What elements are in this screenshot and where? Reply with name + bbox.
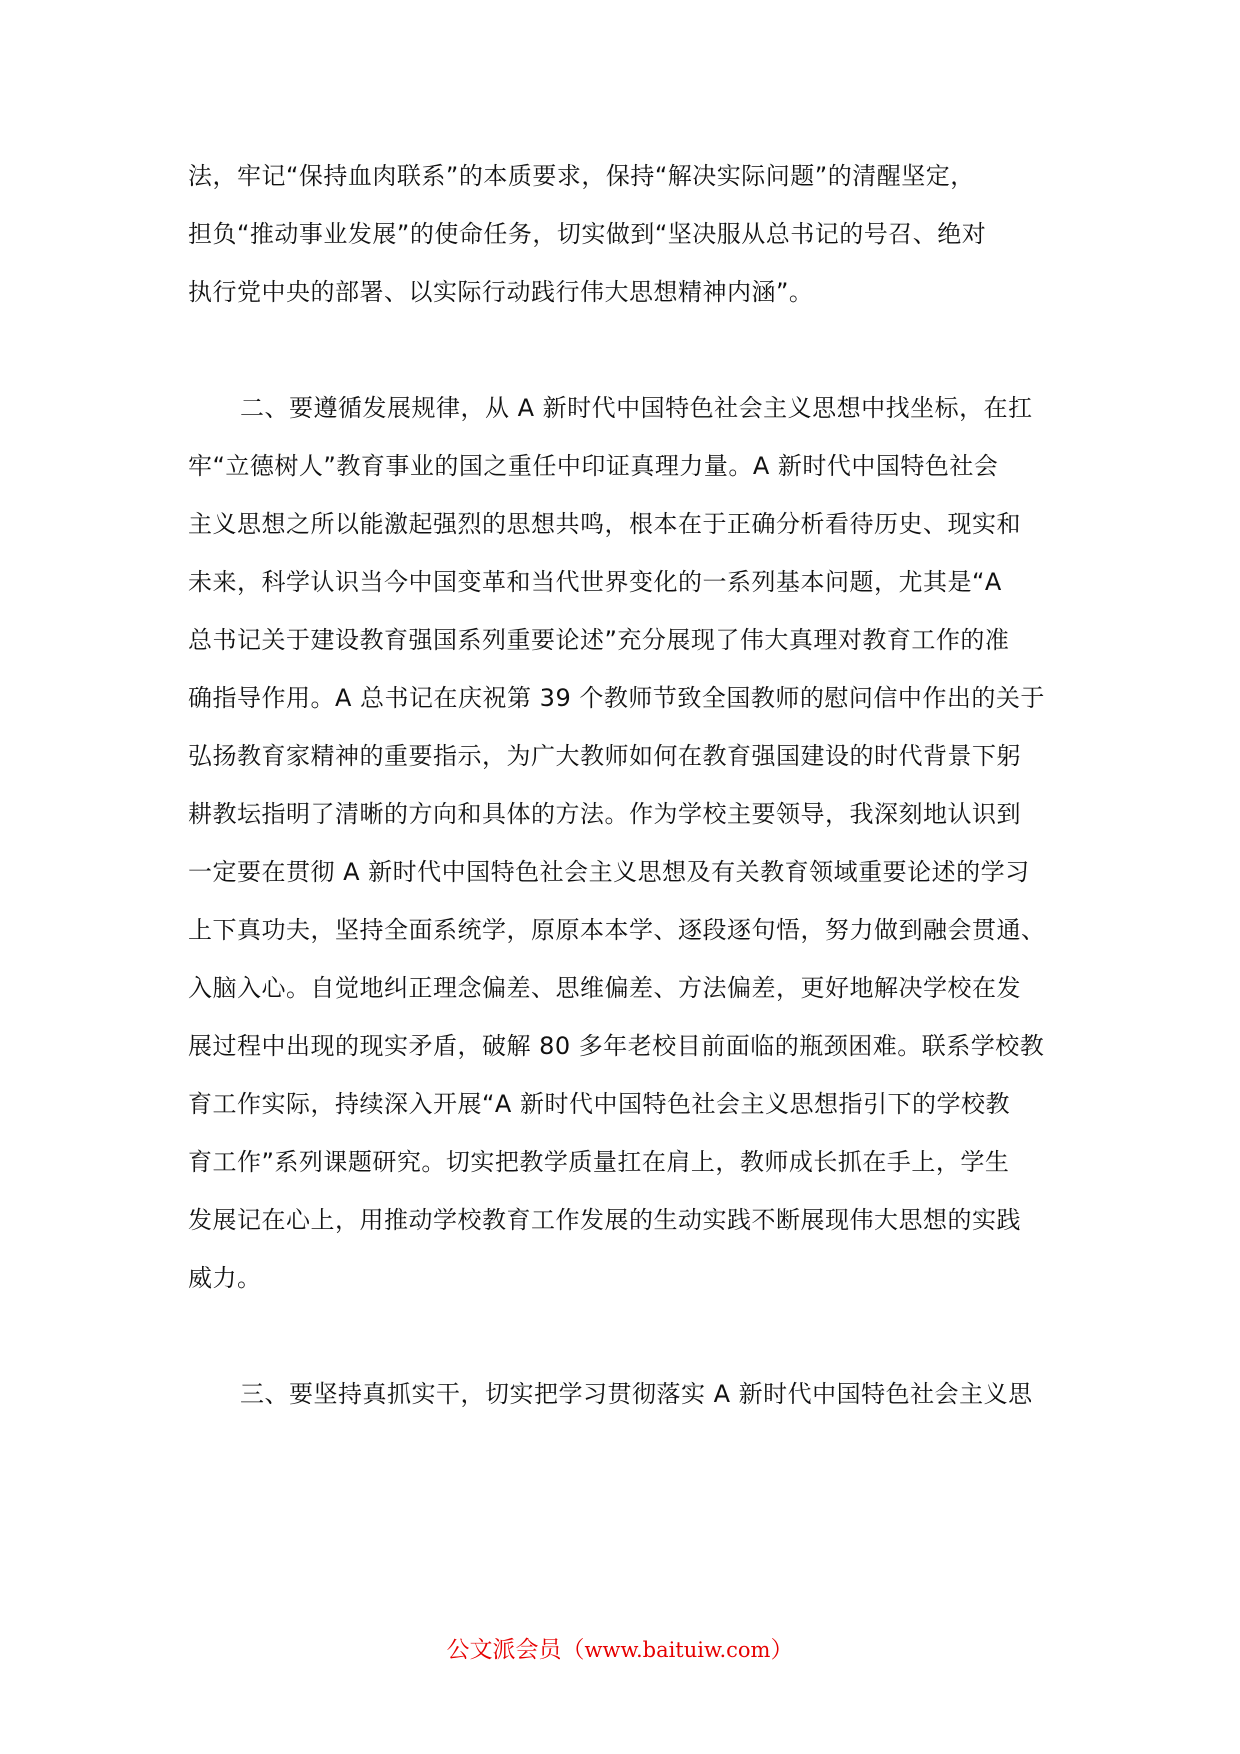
paragraph-2-line-16: 威力。 xyxy=(188,1264,262,1292)
paragraph-2-line-4: 未来，科学认识当今中国变革和当代世界变化的一系列基本问题，尤其是“A xyxy=(188,568,1002,596)
paragraph-1-line-1: 法，牢记“保持血肉联系”的本质要求，保持“解决实际问题”的清醒坚定， xyxy=(188,162,975,190)
paragraph-2-line-11: 入脑入心。自觉地纠正理念偏差、思维偏差、方法偏差，更好地解决学校在发 xyxy=(188,974,1021,1002)
paragraph-2-line-5: 总书记关于建设教育强国系列重要论述”充分展现了伟大真理对教育工作的准 xyxy=(188,626,1010,654)
paragraph-2-line-2: 牢“立德树人”教育事业的国之重任中印证真理力量。A 新时代中国特色社会 xyxy=(188,452,999,480)
paragraph-1-line-2: 担负“推动事业发展”的使命任务，切实做到“坚决服从总书记的号召、绝对 xyxy=(188,220,987,248)
footer-close-paren: ） xyxy=(770,1637,794,1663)
paragraph-2-line-13: 育工作实际，持续深入开展“A 新时代中国特色社会主义思想指引下的学校教 xyxy=(188,1090,1010,1118)
paragraph-2-line-10: 上下真功夫，坚持全面系统学，原原本本学、逐段逐句悟，努力做到融会贯通、 xyxy=(188,916,1046,944)
paragraph-2-line-1: 二、要遵循发展规律，从 A 新时代中国特色社会主义思想中找坐标，在扛 xyxy=(240,394,1033,422)
paragraph-2-line-14: 育工作”系列课题研究。切实把教学质量扛在肩上，教师成长抓在手上，学生 xyxy=(188,1148,1010,1176)
paragraph-2-line-3: 主义思想之所以能激起强烈的思想共鸣，根本在于正确分析看待历史、现实和 xyxy=(188,510,1021,538)
footer-brand: 公文派会员 xyxy=(446,1637,562,1663)
paragraph-2-line-9: 一定要在贯彻 A 新时代中国特色社会主义思想及有关教育领域重要论述的学习 xyxy=(188,858,1030,886)
paragraph-2-line-12: 展过程中出现的现实矛盾，破解 80 多年老校目前面临的瓶颈困难。联系学校教 xyxy=(188,1032,1045,1060)
paragraph-2-line-15: 发展记在心上，用推动学校教育工作发展的生动实践不断展现伟大思想的实践 xyxy=(188,1206,1021,1234)
paragraph-2-line-7: 弘扬教育家精神的重要指示，为广大教师如何在教育强国建设的时代背景下躬 xyxy=(188,742,1021,770)
footer-watermark xyxy=(0,1635,1240,1665)
paragraph-2-line-8: 耕教坛指明了清晰的方向和具体的方法。作为学校主要领导，我深刻地认识到 xyxy=(188,800,1021,828)
paragraph-1-line-3: 执行党中央的部署、以实际行动践行伟大思想精神内涵”。 xyxy=(188,278,814,306)
paragraph-2-line-6: 确指导作用。A 总书记在庆祝第 39 个教师节致全国教师的慰问信中作出的关于 xyxy=(188,684,1045,712)
footer-url-link[interactable]: www.baituiw.com xyxy=(584,1638,771,1662)
footer-open-paren: （ xyxy=(561,1637,585,1663)
paragraph-3-line-1: 三、要坚持真抓实干，切实把学习贯彻落实 A 新时代中国特色社会主义思 xyxy=(240,1380,1033,1408)
